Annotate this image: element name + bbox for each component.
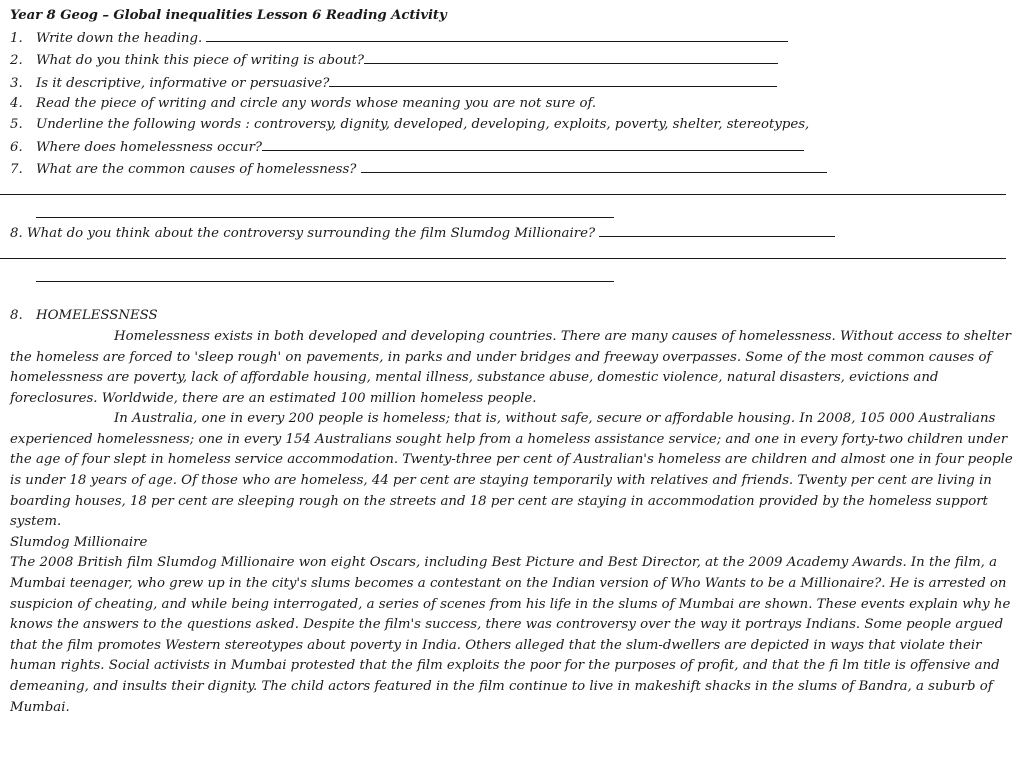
question-text: Read the piece of writing and circle any words whose meaning you are not sure of. — [36, 96, 597, 112]
answer-line — [364, 49, 778, 64]
question-text: What do you think this piece of writing is about? — [36, 53, 365, 69]
question-number: 1. — [10, 30, 23, 46]
question-text: Where does homelessness occur? — [36, 139, 263, 155]
answer-line — [361, 158, 827, 173]
question-number: 5. — [10, 116, 23, 132]
worksheet-page — [10, 6, 1014, 718]
question-text: Is it descriptive, informative or persuasive? — [36, 75, 330, 91]
answer-line-short — [10, 265, 1014, 286]
question-6 — [10, 136, 1014, 159]
spacer — [10, 286, 1014, 307]
section-heading-text: HOMELESSNESS — [36, 308, 158, 324]
answer-line — [329, 72, 777, 87]
question-text: Write down the heading. — [36, 30, 207, 46]
question-8 — [10, 222, 1014, 245]
answer-line — [599, 222, 835, 237]
question-text: What are the common causes of homelessness? — [36, 162, 361, 178]
question-7 — [10, 158, 1014, 181]
question-number: 3. — [10, 75, 23, 91]
worksheet-title: Year 8 Geog – Global inequalities Lesson 6 Reading Activity — [10, 8, 447, 23]
question-4 — [10, 94, 1014, 115]
answer-line — [262, 136, 804, 151]
section-number: 8. — [10, 308, 23, 324]
paragraph-slumdog: The 2008 British film Slumdog Millionaire won eight Oscars, including Best Picture and Best Director, at the 2009 Academy Awards. In the film, a Mumbai teenager, who grew up in the city's slums becomes a contestant on the Indian version of Who Wants to be a Millionaire?. He is arrested on suspicion of cheating, and while being interrogated, a series of scenes from his life in the slums of Mumbai are shown. These events explain why he knows the answers to the questions asked. Despite the film's success, there was controversy over the way it portrays Indians. Some people argued that the film promotes Western stereotypes about poverty in India. Others alleged that the slum-dwellers are depicted in ways that violate their human rights. Social activists in Mumbai protested that the film exploits the poor for the purposes of profit, and that the fi lm title is offensive and demeaning, and insults their dignity. The child actors featured in the film continue to live in makeshift shacks in the slums of Bandra, a suburb of Mumbai. — [10, 555, 1011, 715]
question-number: 6. — [10, 139, 23, 155]
section-heading — [10, 306, 1014, 327]
subheading-slumdog: Slumdog Millionaire — [10, 534, 148, 550]
answer-line — [206, 27, 788, 42]
question-text: 8. What do you think about the controversy surrounding the film Slumdog Millionaire? — [10, 225, 600, 241]
answer-line-full — [10, 181, 1014, 202]
paragraph-homelessness-intro: Homelessness exists in both developed and developing countries. There are many causes of homelessness. Without access to shelter the homeless are forced to 'sleep rough' on pavements, in parks and under bridges and freeway overpasses. Some of the most common causes of homelessness are poverty, lack of affordable housing, mental illness, substance abuse, domestic violence, natural disasters, evictions and foreclosures. Worldwide, there are an estimated 100 million homeless people. — [10, 328, 1011, 406]
question-3 — [10, 72, 1014, 95]
answer-line-short — [10, 201, 1014, 222]
answer-line-full — [10, 245, 1014, 266]
question-number: 7. — [10, 162, 23, 178]
paragraph-homelessness-australia: In Australia, one in every 200 people is homeless; that is, without safe, secure or affordable housing. In 2008, 105 000 Australians experienced homelessness; one in every 154 Australians sought help from a homeless assistance service; and one in every forty-two children under the age of four slept in homeless service accommodation. Twenty-three per cent of Australian's homeless are children and almost one in four people is under 18 years of age. Of those who are homeless, 44 per cent are staying temporarily with relatives and friends. Twenty per cent are living in boarding houses, 18 per cent are sleeping rough on the streets and 18 per cent are staying in accommodation provided by the homeless support system. — [10, 411, 1013, 530]
question-1 — [10, 27, 1014, 50]
question-number: 2. — [10, 53, 23, 69]
question-text: Underline the following words : controversy, dignity, developed, developing, exploits, poverty, shelter, stereotypes, — [36, 116, 810, 132]
question-5 — [10, 115, 1014, 136]
question-2 — [10, 49, 1014, 72]
question-number: 4. — [10, 96, 23, 112]
